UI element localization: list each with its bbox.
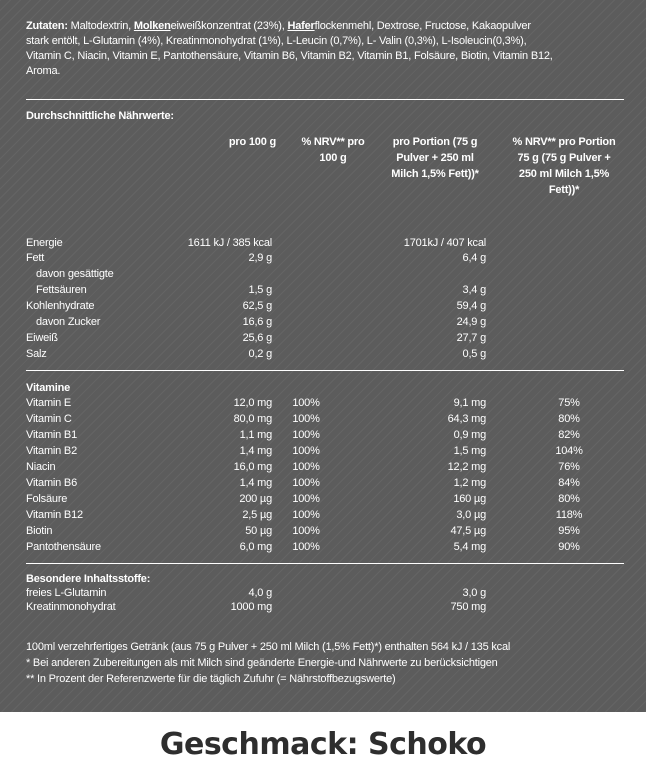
nrv-per-portion: 84%: [558, 477, 580, 489]
ingredients-part: eiweißkonzentrat (23%),: [170, 20, 288, 32]
table-row: [26, 300, 626, 315]
value-per-portion: 160 µg: [453, 493, 486, 505]
value-per-portion: 1,2 mg: [453, 477, 486, 489]
table-row: [26, 587, 626, 602]
value-per-100g: 25,6 g: [242, 332, 272, 344]
nrv-per-portion: 76%: [558, 461, 580, 473]
header-per-100g: pro 100 g: [228, 136, 276, 148]
special-title: Besondere Inhaltsstoffe:: [26, 573, 151, 585]
footnote-nrv: ** In Prozent der Referenzwerte für die täglich Zufuhr (= Nährstoffbezugswerte): [26, 673, 396, 685]
ingredient-name: freies L-Glutamin: [26, 587, 107, 599]
nutrient-name: Eiweiß: [26, 332, 58, 344]
flavor-title: Geschmack: Schoko: [159, 727, 487, 762]
nrv-per-portion: 118%: [555, 509, 583, 521]
nrv-per-100g: 100%: [292, 509, 320, 521]
value-per-portion: 1701kJ / 407 kcal: [403, 237, 486, 249]
value-per-portion: 750 mg: [450, 601, 486, 613]
value-per-100g: 1,5 g: [248, 284, 272, 296]
table-row: [26, 348, 626, 363]
value-per-portion: 47,5 µg: [450, 525, 486, 537]
value-per-portion: 64,3 mg: [447, 413, 486, 425]
table-row: [26, 525, 626, 540]
vitamin-name: Biotin: [26, 525, 53, 537]
vitamin-name: Vitamin B12: [26, 509, 83, 521]
table-row: [26, 601, 626, 616]
nrv-per-portion: 80%: [558, 493, 580, 505]
nrv-per-100g: 100%: [292, 493, 320, 505]
value-per-100g: 50 µg: [245, 525, 272, 537]
value-per-portion: 1,5 mg: [453, 445, 486, 457]
value-per-portion: 27,7 g: [456, 332, 486, 344]
vitamin-name: Vitamin C: [26, 413, 72, 425]
nrv-per-portion: 82%: [558, 429, 580, 441]
ingredients-line-2: stark entölt, L-Glutamin (4%), Kreatinmonohydrat (1%), L-Leucin (0,7%), L- Valin (0,3%), L-Isoleucin(0,3%),: [26, 35, 527, 47]
table-row: [26, 397, 626, 412]
ingredient-name: Kreatinmonohydrat: [26, 601, 116, 613]
table-row: [26, 284, 626, 299]
table-row: [26, 268, 626, 283]
ingredients-text: [26, 19, 630, 79]
vitamin-name: Niacin: [26, 461, 56, 473]
nutrient-name: Fettsäuren: [36, 284, 87, 296]
table-row: [26, 509, 626, 524]
table-row: [26, 316, 626, 331]
nrv-per-portion: 90%: [558, 541, 580, 553]
value-per-100g: 2,5 µg: [242, 509, 272, 521]
value-per-portion: 12,2 mg: [447, 461, 486, 473]
value-per-100g: 1,1 mg: [239, 429, 272, 441]
ingredients-part: Maltodextrin,: [67, 20, 134, 32]
ingredients-part: flockenmehl, Dextrose, Fructose, Kakaopulver: [314, 20, 531, 32]
nutrient-name: Salz: [26, 348, 47, 360]
vitamins-title: Vitamine: [26, 382, 71, 394]
table-row: [26, 252, 626, 267]
value-per-100g: 6,0 mg: [239, 541, 272, 553]
vitamin-name: Pantothensäure: [26, 541, 101, 553]
vitamin-name: Vitamin E: [26, 397, 72, 409]
value-per-100g: 2,9 g: [248, 252, 272, 264]
value-per-100g: 200 µg: [239, 493, 272, 505]
header-per-portion: pro Portion (75 g Pulver + 250 ml Milch 1,5% Fett))*: [391, 136, 479, 180]
value-per-100g: 16,6 g: [242, 316, 272, 328]
value-per-portion: 0,5 g: [462, 348, 486, 360]
value-per-100g: 1611 kJ / 385 kcal: [187, 237, 272, 249]
value-per-portion: 6,4 g: [462, 252, 486, 264]
footnote-serving: 100ml verzehrfertiges Getränk (aus 75 g Pulver + 250 ml Milch (1,5% Fett)*) enthalten 564 kJ / 135 kcal: [26, 641, 511, 653]
nrv-per-portion: 95%: [558, 525, 580, 537]
value-per-100g: 16,0 mg: [233, 461, 272, 473]
value-per-portion: 3,4 g: [462, 284, 486, 296]
divider: [26, 99, 624, 100]
table-row: [26, 429, 626, 444]
nutrient-name: davon gesättigte: [36, 268, 114, 280]
value-per-portion: 0,9 mg: [453, 429, 486, 441]
value-per-100g: 80,0 mg: [233, 413, 272, 425]
nrv-per-100g: 100%: [292, 445, 320, 457]
value-per-100g: 1,4 mg: [239, 445, 272, 457]
allergen-milk: Molken: [133, 20, 171, 32]
value-per-100g: 1000 mg: [230, 601, 272, 613]
value-per-portion: 9,1 mg: [453, 397, 486, 409]
ingredients-line-1: [26, 19, 630, 34]
table-row: [26, 461, 626, 476]
value-per-100g: 0,2 g: [248, 348, 272, 360]
value-per-100g: 4,0 g: [248, 587, 272, 599]
nrv-per-100g: 100%: [292, 429, 320, 441]
vitamin-name: Vitamin B6: [26, 477, 77, 489]
value-per-portion: 3,0 g: [462, 587, 486, 599]
nrv-per-100g: 100%: [292, 525, 320, 537]
value-per-portion: 24,9 g: [456, 316, 486, 328]
table-row: [26, 493, 626, 508]
ingredients-line-4: Aroma.: [26, 65, 61, 77]
nrv-per-portion: 80%: [558, 413, 580, 425]
header-nrv-per-portion: % NRV** pro Portion 75 g (75 g Pulver + 250 ml Milch 1,5% Fett))*: [512, 136, 616, 196]
nutrient-name: Kohlenhydrate: [26, 300, 95, 312]
nrv-per-100g: 100%: [292, 477, 320, 489]
table-row: [26, 541, 626, 556]
value-per-portion: 3,0 µg: [456, 509, 486, 521]
ingredients-line-3: Vitamin C, Niacin, Vitamin E, Pantothensäure, Vitamin B6, Vitamin B2, Vitamin B1, Folsäure, Biotin, Vitamin B12,: [26, 50, 553, 62]
vitamin-name: Folsäure: [26, 493, 68, 505]
value-per-100g: 1,4 mg: [239, 477, 272, 489]
nrv-per-portion: 104%: [555, 445, 583, 457]
vitamin-name: Vitamin B2: [26, 445, 77, 457]
nutrition-title: Durchschnittliche Nährwerte:: [26, 110, 174, 122]
nrv-per-100g: 100%: [292, 413, 320, 425]
nutrient-name: davon Zucker: [36, 316, 101, 328]
nrv-per-100g: 100%: [292, 461, 320, 473]
table-row: [26, 332, 626, 347]
divider: [26, 563, 624, 564]
value-per-portion: 59,4 g: [456, 300, 486, 312]
ingredients-label: Zutaten:: [26, 20, 68, 32]
footnote-preparation: * Bei anderen Zubereitungen als mit Milch sind geänderte Energie-und Nährwerte zu berücksichtigen: [26, 657, 498, 669]
nrv-per-100g: 100%: [292, 541, 320, 553]
value-per-portion: 5,4 mg: [453, 541, 486, 553]
value-per-100g: 12,0 mg: [233, 397, 272, 409]
table-row: [26, 445, 626, 460]
allergen-oat: Hafer: [287, 20, 315, 32]
table-row: [26, 413, 626, 428]
divider: [26, 370, 624, 371]
nutrient-name: Energie: [26, 237, 63, 249]
nrv-per-100g: 100%: [292, 397, 320, 409]
vitamin-name: Vitamin B1: [26, 429, 77, 441]
value-per-100g: 62,5 g: [242, 300, 272, 312]
header-nrv-per-100g: % NRV** pro 100 g: [301, 136, 365, 164]
table-row: [26, 237, 626, 252]
nutrient-name: Fett: [26, 252, 45, 264]
nrv-per-portion: 75%: [558, 397, 580, 409]
table-row: [26, 477, 626, 492]
